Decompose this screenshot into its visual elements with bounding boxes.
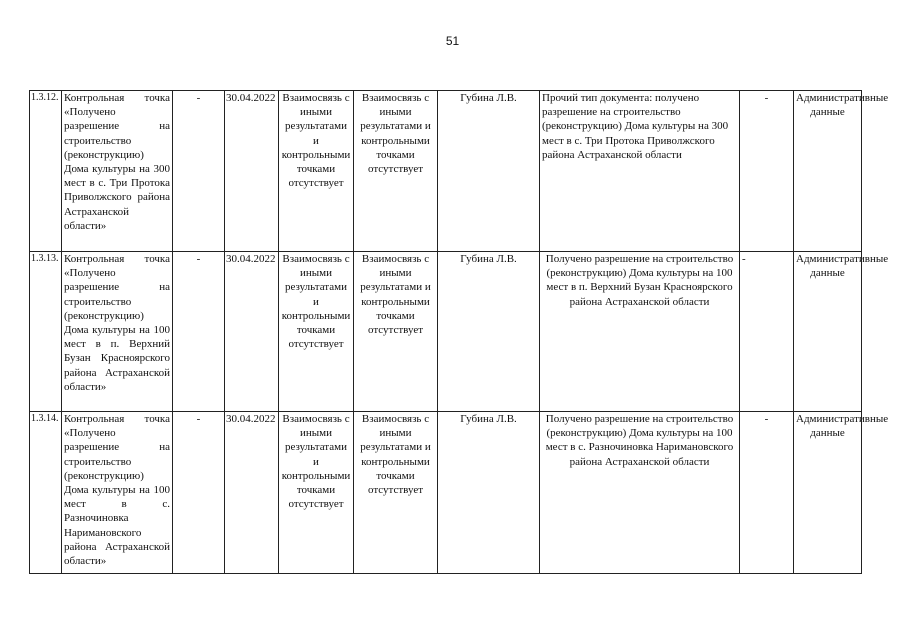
responsible-person: Губина Л.В. [438, 91, 540, 252]
empty-cell-dash: - [740, 252, 794, 412]
control-point-name: Контрольная точка «Получено разрешение на строительство (реконструкцию) Дома культуры на 100 мест в с. Разночиновка Наримановского района Астраханской области» [62, 412, 173, 574]
empty-cell-dash: - [173, 412, 225, 574]
document-description: Получено разрешение на строительство (реконструкцию) Дома культуры на 100 мест в п. Верхний Бузан Красноярского района Астраханской области [540, 252, 740, 412]
data-source: Административные данные [794, 412, 862, 574]
link-with-other-results: Взаимосвязь с иными результатами и контрольными точками отсутствует [279, 412, 354, 574]
control-point-name: Контрольная точка «Получено разрешение на строительство (реконструкцию) Дома культуры на 100 мест в п. Верхний Бузан Красноярского района Астраханской области» [62, 252, 173, 412]
control-point-name: Контрольная точка «Получено разрешение на строительство (реконструкцию) Дома культуры на 300 мест в с. Три Протока Приволжского района Астраханской области» [62, 91, 173, 252]
empty-cell-dash: - [173, 252, 225, 412]
link-with-other-results: Взаимосвязь с иными результатами и контрольными точками отсутствует [279, 91, 354, 252]
page-number: 51 [445, 34, 460, 48]
data-source: Административные данные [794, 252, 862, 412]
empty-cell-dash: - [173, 91, 225, 252]
link-with-other-results: Взаимосвязь с иными результатами и контрольными точками отсутствует [279, 252, 354, 412]
responsible-person: Губина Л.В. [438, 252, 540, 412]
document-description: Прочий тип документа: получено разрешение на строительство (реконструкцию) Дома культуры на 300 мест в с. Три Протока Приволжского района Астраханской области [540, 91, 740, 252]
deadline-date: 30.04.2022 [225, 252, 279, 412]
empty-cell-dash: - [740, 412, 794, 574]
data-source: Административные данные [794, 91, 862, 252]
table-row [30, 412, 862, 574]
link-with-results: Взаимосвязь с иными результатами и контрольными точками отсутствует [354, 91, 438, 252]
link-with-results: Взаимосвязь с иными результатами и контрольными точками отсутствует [354, 412, 438, 574]
control-points-table [29, 90, 889, 574]
empty-cell-dash: - [740, 91, 794, 252]
link-with-results: Взаимосвязь с иными результатами и контрольными точками отсутствует [354, 252, 438, 412]
deadline-date: 30.04.2022 [225, 412, 279, 574]
row-number: 1.3.13. [30, 252, 62, 412]
responsible-person: Губина Л.В. [438, 412, 540, 574]
row-number: 1.3.12. [30, 91, 62, 252]
table-row [30, 252, 862, 412]
row-number: 1.3.14. [30, 412, 62, 574]
table-row [30, 91, 862, 252]
deadline-date: 30.04.2022 [225, 91, 279, 252]
document-description: Получено разрешение на строительство (реконструкцию) Дома культуры на 100 мест в с. Разночиновка Наримановского района Астраханской области [540, 412, 740, 574]
